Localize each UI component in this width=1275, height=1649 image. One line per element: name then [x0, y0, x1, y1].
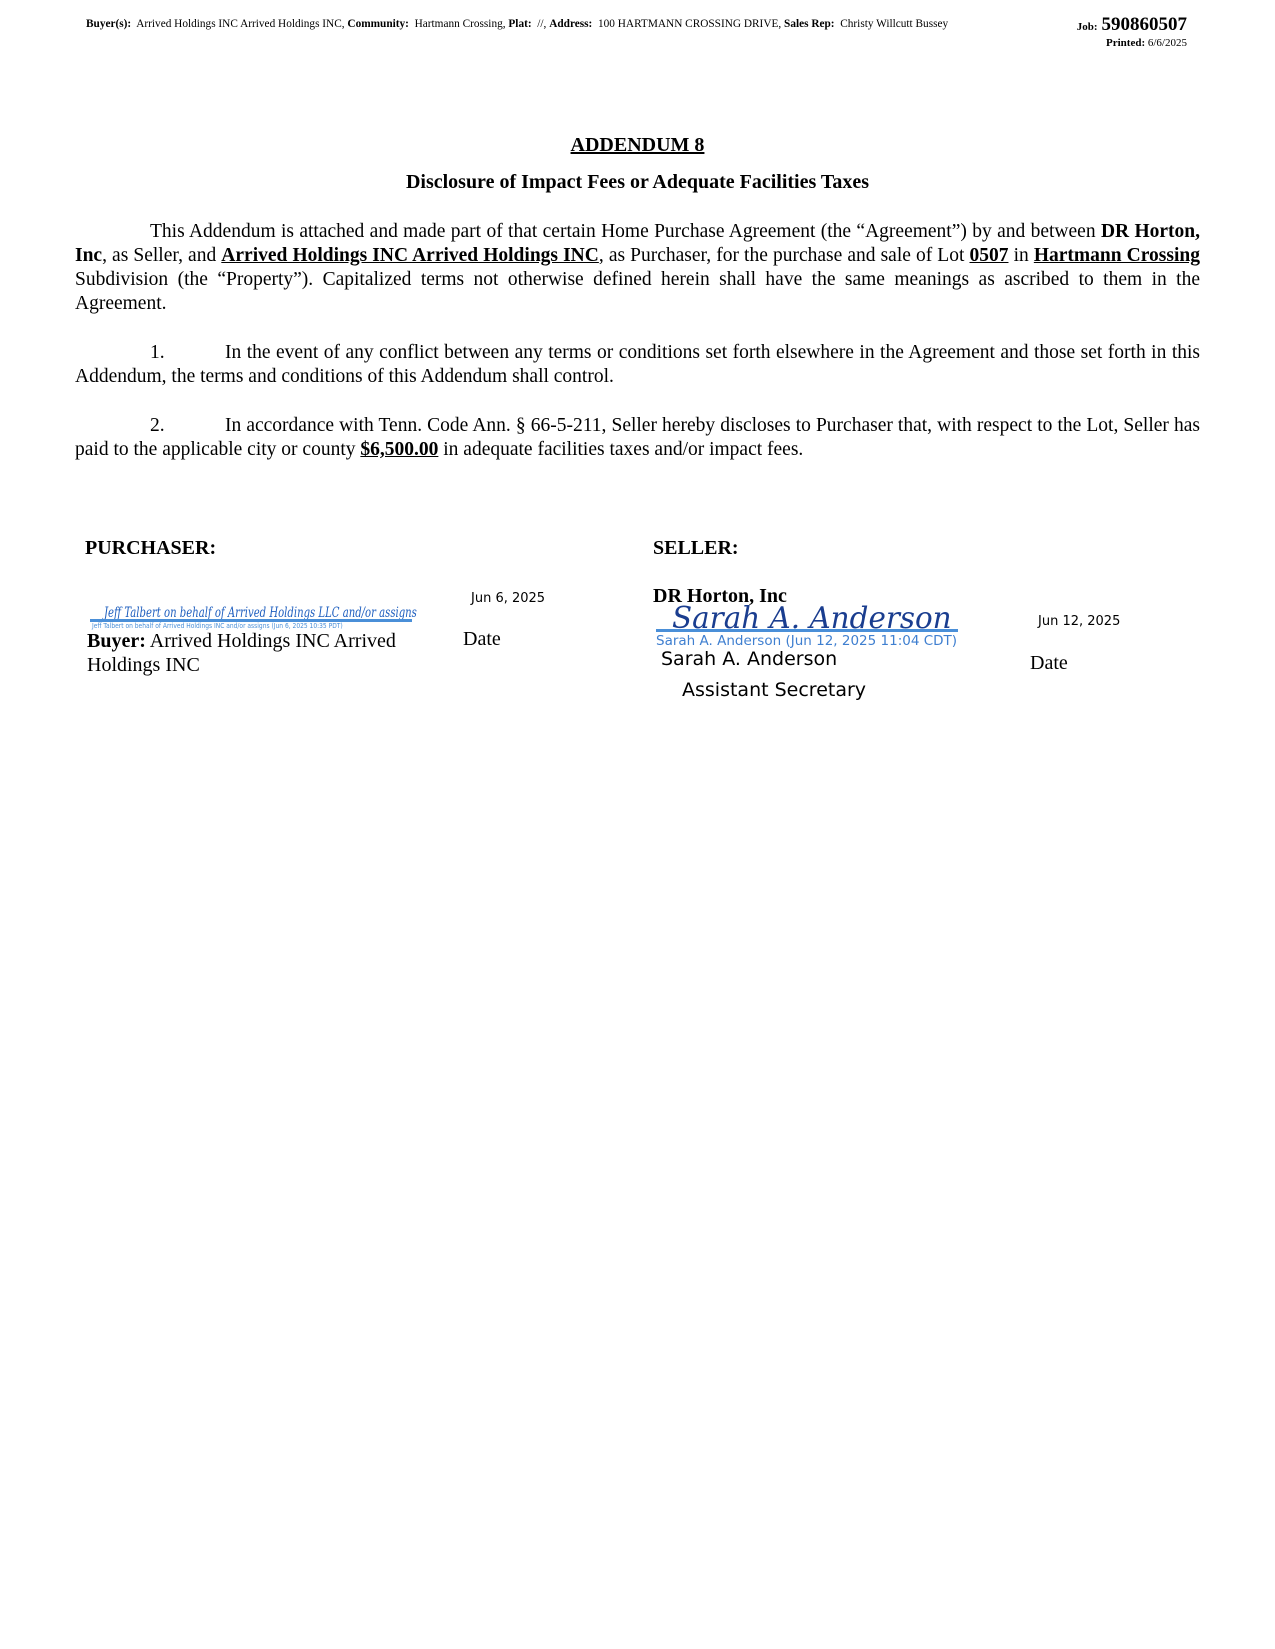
intro-text-2: , as Seller, and [102, 245, 222, 266]
job-number: 590860507 [1101, 14, 1187, 35]
community-value: Hartmann Crossing, [414, 18, 506, 30]
buyer-name-block [87, 629, 427, 677]
lot-number: 0507 [969, 245, 1009, 266]
purchaser-heading: PURCHASER: [85, 537, 217, 559]
intro-text-5: Subdivision (the “Property”). Capitalized terms not otherwise defined herein shall have the same meanings as ascribed to them in the Agreement. [75, 269, 1200, 314]
address-value: 100 HARTMANN CROSSING DRIVE, [597, 18, 782, 30]
printed-date: 6/6/2025 [1147, 37, 1187, 49]
job-label: Job: [1076, 21, 1098, 33]
address-label: Address: [549, 18, 593, 30]
purchaser-name: Arrived Holdings INC Arrived Holdings INC [221, 245, 599, 266]
intro-text-1: This Addendum is attached and made part of that certain Home Purchase Agreement (the “Agreement”) by and between [150, 221, 1101, 242]
clause-2-text-1: In accordance with Tenn. Code Ann. § 66-5-211, Seller hereby discloses to Purchaser that, with respect to the Lot, Seller has paid to the applicable city or county [75, 415, 1200, 460]
buyers-value: Arrived Holdings INC Arrived Holdings INC, [136, 18, 345, 30]
seller-heading: SELLER: [653, 537, 739, 559]
document-subtitle: Disclosure of Impact Fees or Adequate Facilities Taxes [405, 171, 870, 193]
clause-2 [75, 414, 1200, 462]
buyer-name: Arrived Holdings INC Arrived Holdings INC [87, 630, 396, 676]
intro-paragraph [75, 220, 1200, 316]
document-header-info [86, 17, 1016, 31]
plat-value: //, [537, 18, 547, 30]
clause-2-number: 2. [150, 415, 165, 436]
buyer-signature: Jeff Talbert on behalf of Arrived Holdings LLC and/or assigns [104, 605, 417, 621]
clause-1-text: In the event of any conflict between any terms or conditions set forth elsewhere in the Agreement and those set forth in this Addendum, the terms and conditions of this Addendum shall control. [75, 342, 1200, 387]
seller-signature-stamp: Sarah A. Anderson (Jun 12, 2025 11:04 CDT) [656, 633, 958, 649]
buyers-label: Buyer(s): [86, 18, 132, 30]
sales-rep-value: Christy Willcutt Bussey [840, 18, 949, 30]
clause-1 [75, 341, 1200, 389]
intro-text-3: , as Purchaser, for the purchase and sale of Lot [598, 245, 970, 266]
seller-signature: Sarah A. Anderson [672, 601, 952, 636]
seller-name: DR Horton, Inc [75, 221, 1201, 266]
community-label: Community: [347, 18, 409, 30]
seller-esign-date: Jun 12, 2025 [1038, 614, 1121, 629]
buyer-signature-stamp: Jeff Talbert on behalf of Arrived Holdings INC and/or assigns (Jun 6, 2025 10:35 PDT) [92, 622, 343, 630]
clause-2-text-2: in adequate facilities taxes and/or impact fees. [438, 439, 804, 460]
clause-1-number: 1. [150, 342, 165, 363]
seller-signature-line [656, 629, 958, 632]
sales-rep-label: Sales Rep: [784, 18, 835, 30]
document-title: ADDENDUM 8 [570, 134, 705, 156]
seller-signer-name: Sarah A. Anderson [661, 648, 838, 670]
seller-company: DR Horton, Inc [653, 585, 787, 607]
fee-amount: $6,500.00 [360, 439, 439, 460]
seller-date-label: Date [1030, 652, 1068, 674]
buyer-date-label: Date [463, 628, 501, 650]
buyer-label: Buyer: [87, 630, 146, 652]
printed-label: Printed: [1106, 37, 1146, 49]
buyer-esign-date: Jun 6, 2025 [471, 591, 546, 606]
plat-label: Plat: [508, 18, 532, 30]
intro-text-4: in [1008, 245, 1034, 266]
subdivision-name: Hartmann Crossing [1033, 245, 1200, 266]
seller-signer-title: Assistant Secretary [682, 679, 867, 701]
job-info [1076, 14, 1187, 51]
